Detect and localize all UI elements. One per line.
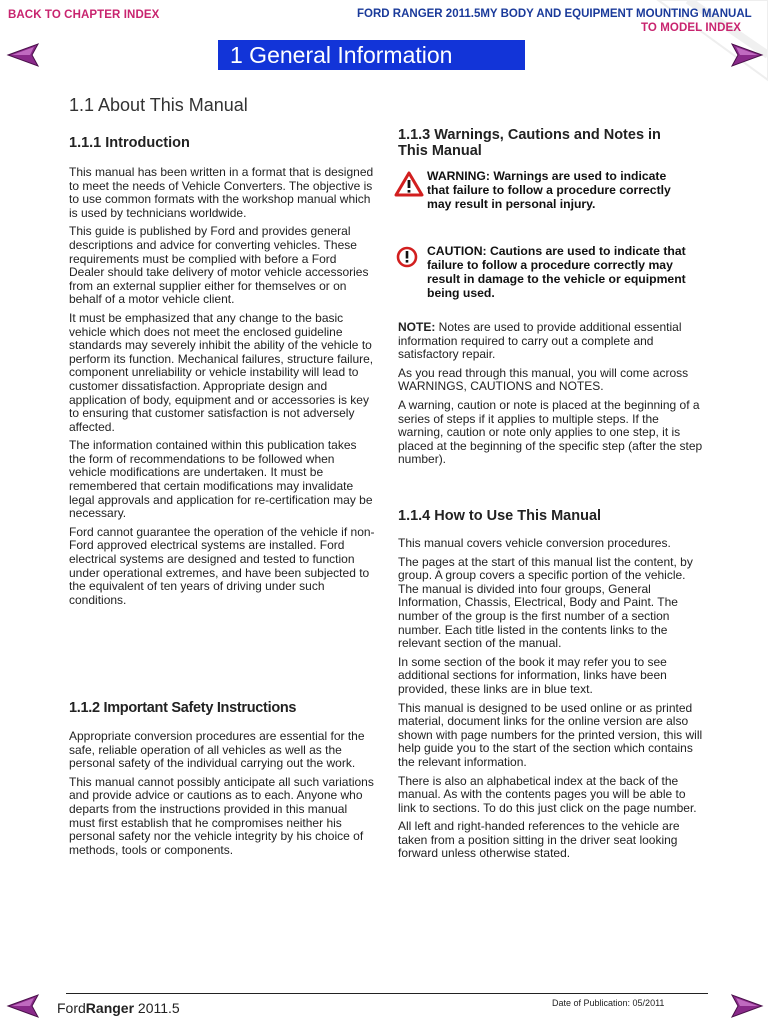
howto-paragraph: This manual covers vehicle conversion procedures. [398,536,671,550]
howto-body [398,537,704,861]
left-column [69,135,375,151]
intro-body [69,166,375,607]
caution-text: CAUTION: Cautions are used to indicate that failure to follow a procedure correctly may result in damage to the vehicle or equipment being used. [427,244,686,300]
arrow-right-icon[interactable] [730,993,764,1019]
section-title: 1.1 About This Manual [69,95,248,115]
note-paragraph [398,321,704,362]
intro-paragraph: It must be emphasized that any change to the basic vehicle which does not meet the enclosed guideline standards may severely inhibit the ability of the vehicle to perform its function. Mechanical failures, structure failure, component unreliability or vehicle instability will lead to customer dissatisfaction. Appropriate design and application of body, equipment and or accessories is key to ensuring that customer satisfaction is not adversely affected. [69,310,374,434]
intro-paragraph: The information contained within this publication takes the form of recommendations to be followed when vehicle modifications are undertaken. It must be remembered that certain modifications may invalidate legal approvals and application for re-certification may be necessary. [69,438,373,521]
back-to-chapter-index-link[interactable]: BACK TO CHAPTER INDEX [8,9,160,21]
note-label: NOTE: [398,320,436,334]
intro-paragraph: This guide is published by Ford and provides general descriptions and advice for converting vehicles. These requirements must be complied with before a Ford Dealer should take delivery of motor vehicle accessories from an external supplier either for themselves or on behalf of a motor vehicle client. [69,224,369,307]
page-title: 1 General Information [218,40,525,70]
footer-rule [66,993,708,994]
footer-brand-prefix: Ford [57,1000,86,1016]
warning-text: WARNING: Warnings are used to indicate that failure to follow a procedure correctly may result in personal injury. [427,169,671,211]
arrow-left-icon[interactable] [6,42,40,68]
footer-brand-model: Ranger [85,1000,135,1016]
intro-heading: 1.1.1 Introduction [69,135,190,151]
note-text: Notes are used to provide additional essential information required to carry out a complete and satisfactory repair. [398,320,682,362]
howto-heading: 1.1.4 How to Use This Manual [398,508,602,524]
to-model-index-link[interactable]: TO MODEL INDEX [641,22,742,34]
intro-paragraph: Ford cannot guarantee the operation of the vehicle if non-Ford approved electrical systems are installed. Ford electrical systems are designed and tested to function under operational extremes, and have been subjected to the equivalent of ten years of driving under such conditions. [69,524,375,607]
publication-date: Date of Publication: 05/2011 [552,998,665,1008]
footer-brand-year: 2011.5 [134,1000,180,1016]
warning-triangle-icon [394,171,424,197]
warnings-heading: 1.1.3 Warnings, Cautions and Notes in This Manual [398,127,661,159]
howto-paragraph: All left and right-handed references to the vehicle are taken from a position sitting in the driver seat looking forward unless otherwise stated. [398,819,680,861]
arrow-right-icon[interactable] [730,42,764,68]
howto-paragraph: This manual is designed to be used online or as printed material, document links for the online version are also shown with page numbers for the printed version, this will help guide you to the start of the section which contains the relevant information. [398,700,703,769]
safety-paragraph: Appropriate conversion procedures are essential for the safe, reliable operation of all vehicles as well as the personal safety of the individual carrying out the work. [69,729,365,771]
intro-paragraph: This manual has been written in a format that is designed to meet the needs of Vehicle Converters. The objective is to use common formats with the workshop manual which is used by technicians worldwide. [69,165,374,220]
footer-brand [57,1000,180,1016]
howto-paragraph: The pages at the start of this manual list the content, by group. A group covers a specific portion of the vehicle. The manual is divided into four groups, General Information, Chassis, Electrical, Body and Paint. The number of the group is the first number of a section number. Each title listed in the contents links to the relevant section of the manual. [398,554,693,651]
caution-circle-icon [396,246,418,268]
warnings-paragraph: As you read through this manual, you will come across WARNINGS, CAUTIONS and NOTES. [398,365,689,394]
manual-title: FORD RANGER 2011.5MY BODY AND EQUIPMENT MOUNTING MANUAL [357,8,752,20]
warnings-body [398,321,704,467]
safety-paragraph: This manual cannot possibly anticipate all such variations and provide advice or cautions as to each. Anyone who departs from the instructions provided in this manual must first establish that he compromises neither his personal safety nor the vehicle integrity by his choice of methods, tools or components. [69,774,374,857]
safety-heading: 1.1.2 Important Safety Instructions [69,700,297,716]
safety-body [69,730,375,857]
howto-paragraph: There is also an alphabetical index at the back of the manual. As with the contents pages you will be able to link to sections. To do this just click on the page number. [398,773,697,815]
arrow-left-icon[interactable] [6,993,40,1019]
howto-paragraph: In some section of the book it may refer you to see additional sections for information, links have been provided, these links are in blue text. [398,654,667,696]
warnings-paragraph: A warning, caution or note is placed at the beginning of a series of steps if it applies to multiple steps. If the warning, caution or note only applies to one step, it is placed at the beginning of the specific step (after the step number). [398,397,703,467]
